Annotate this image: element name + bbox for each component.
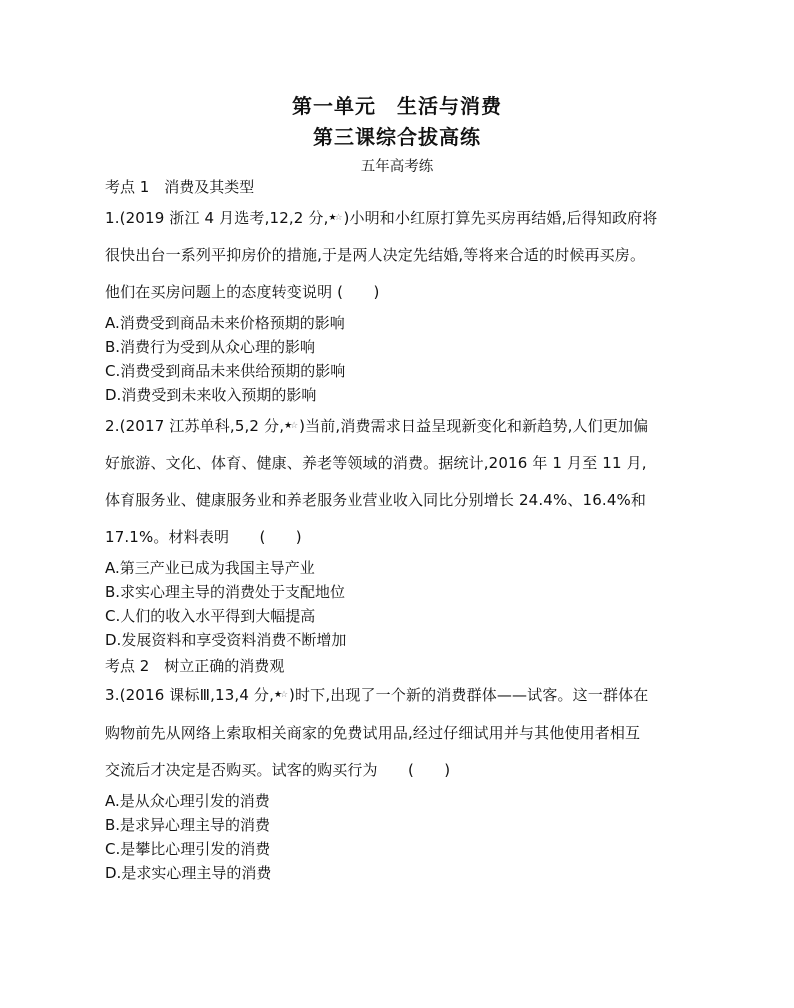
topic-heading-1: 考点 1 消费及其类型: [105, 178, 255, 196]
question-1-option-a: A.消费受到商品未来价格预期的影响: [105, 314, 345, 332]
question-3-option-c: C.是攀比心理引发的消费: [105, 840, 271, 858]
question-2-option-c: C.人们的收入水平得到大幅提高: [105, 607, 316, 625]
section-subtitle: 五年高考练: [360, 159, 434, 175]
question-3-line-3: 交流后才决定是否购买。试客的购买行为 ( ): [105, 761, 451, 779]
question-3-option-d: D.是求实心理主导的消费: [105, 864, 272, 882]
question-2-option-d: D.发展资料和享受资料消费不断增加: [105, 631, 347, 649]
unit-title: 第一单元 生活与消费: [292, 94, 502, 118]
question-1-option-d: D.消费受到未来收入预期的影响: [105, 386, 317, 404]
question-1-line-1: 1.(2019 浙江 4 月选考,12,2 分,★ ☆ )小明和小红原打算先买房再结婚,后得知政府将: [105, 208, 657, 228]
question-2-line-1: 2.(2017 江苏单科,5,2 分,★ ☆ )当前,消费需求日益呈现新变化和新趋势,人们更加偏: [105, 416, 648, 436]
question-1-option-c: C.消费受到商品未来供给预期的影响: [105, 362, 346, 380]
difficulty-star-icon: [329, 210, 344, 222]
lesson-title: 第三课综合拔高练: [313, 125, 481, 149]
difficulty-star-icon: [284, 418, 299, 430]
question-2-option-a: A.第三产业已成为我国主导产业: [105, 559, 315, 577]
question-3-option-a: A.是从众心理引发的消费: [105, 792, 270, 810]
question-1-line-2: 很快出台一系列平抑房价的措施,于是两人决定先结婚,等将来合适的时候再买房。: [105, 246, 646, 264]
question-3-option-b: B.是求异心理主导的消费: [105, 816, 271, 834]
difficulty-star-icon: [274, 687, 289, 699]
question-1-line-3: 他们在买房问题上的态度转变说明 ( ): [105, 283, 380, 301]
question-3-line-1: 3.(2016 课标Ⅲ,13,4 分,★ ☆ )时下,出现了一个新的消费群体——试客。这一群体在: [105, 685, 648, 705]
question-2-option-b: B.求实心理主导的消费处于支配地位: [105, 583, 346, 601]
question-2-line-4: 17.1%。材料表明 ( ): [105, 528, 302, 546]
question-3-line-2: 购物前先从网络上索取相关商家的免费试用品,经过仔细试用并与其他使用者相互: [105, 724, 641, 742]
question-1-option-b: B.消费行为受到从众心理的影响: [105, 338, 316, 356]
question-2-line-3: 体育服务业、健康服务业和养老服务业营业收入同比分别增长 24.4%、16.4%和: [105, 491, 647, 509]
topic-heading-2: 考点 2 树立正确的消费观: [105, 657, 285, 675]
question-2-line-2: 好旅游、文化、体育、健康、养老等领域的消费。据统计,2016 年 1 月至 11 月,: [105, 454, 647, 472]
